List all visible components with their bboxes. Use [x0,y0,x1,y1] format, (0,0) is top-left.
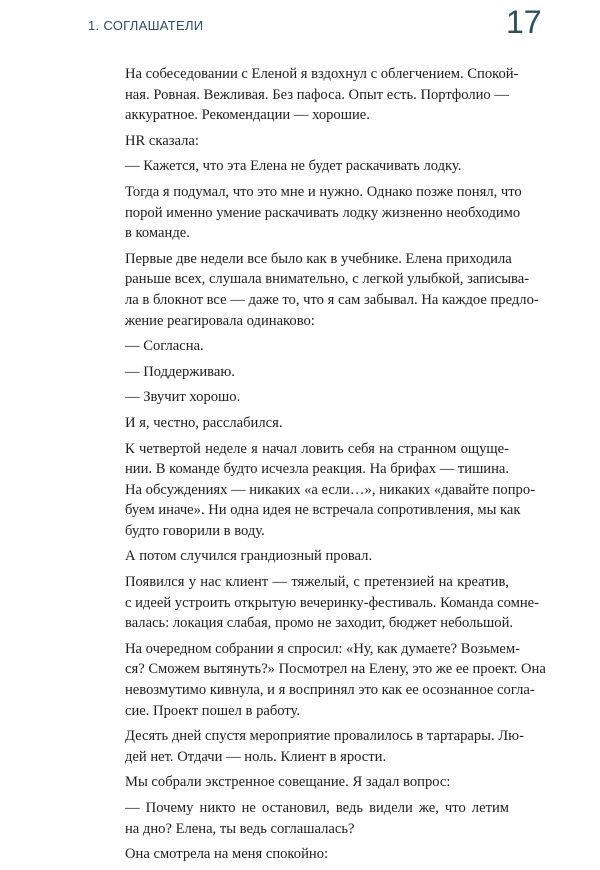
paragraph [103,156,509,177]
paragraph [103,439,535,542]
paragraph [103,639,546,721]
text-line: Появился у нас клиент — тяжелый, с претензией на креатив, [125,574,509,591]
text-line: Она смотрела на меня спокойно: [125,846,329,863]
text-line: На обсуждениях — никаких «а если…», никаких «давайте попро- [125,481,535,498]
paragraph [103,249,539,331]
text-line: Десять дней спустя мероприятие провалилось в тартарары. Лю- [125,728,524,745]
text-line: жение реагировала одинаково: [125,312,315,329]
text-line: дей нет. Отдачи — ноль. Клиент в ярости. [125,748,387,765]
body-text [103,64,546,870]
text-line: — Почему никто не остановил, ведь видели же, что летим [125,800,509,816]
text-line: Мы собрали экстренное совещание. Я задал вопрос: [125,774,451,791]
text-line: ла в блокнот все — даже то, что я сам забывал. На каждое предло- [125,291,539,308]
paragraph [103,726,524,767]
text-line: сие. Проект пошел в работу. [125,702,301,719]
text-line: И я, честно, расслабился. [125,414,283,431]
text-line: нии. В команде будто исчезла реакция. На брифах — тишина. [125,461,510,478]
paragraph [103,844,509,865]
paragraph [103,131,509,152]
paragraph [103,798,509,839]
text-line: ся? Сможем вытянуть?» Посмотрел на Елену, это же ее проект. Она [125,661,546,678]
text-line: ная. Ровная. Вежливая. Без пафоса. Опыт есть. Портфолио — [125,86,509,103]
text-line: раньше всех, слушала внимательно, с легкой улыбкой, записыва- [125,271,530,288]
text-line: — Поддерживаю. [125,363,235,380]
paragraph [103,546,509,567]
text-line: Первые две недели все было как в учебнике. Елена приходила [125,250,512,267]
paragraph [103,64,519,126]
text-line: — Согласна. [125,338,204,355]
text-line: — Звучит хорошо. [125,389,241,406]
text-line: валась: локация слабая, промо не заходит, бюджет небольшой. [125,615,514,632]
text-line: — Кажется, что эта Елена не будет раскачивать лодку. [125,158,462,175]
text-line: На очередном собрании я спросил: «Ну, как думаете? Возьмем- [125,640,520,657]
paragraph [103,772,509,793]
text-line: аккуратное. Рекомендации — хорошие. [125,107,370,124]
paragraph [103,387,509,408]
text-line: На собеседовании с Еленой я вздохнул с облегчением. Спокой- [125,66,519,82]
text-line: будто говорили в воду. [125,522,265,539]
running-head: 1. СОГЛАШАТЕЛИ [88,18,204,33]
page-number: 17 [506,4,542,40]
paragraph [103,182,522,244]
text-line: А потом случился грандиозный провал. [125,548,373,565]
text-line: в команде. [125,225,190,242]
paragraph [103,362,509,383]
text-line: буем иначе». Ни одна идея не встречала сопротивления, мы как [125,502,521,519]
paragraph [103,413,509,434]
text-line: на дно? Елена, ты ведь соглашалась? [125,820,355,837]
text-line: К четвертой неделе я начал ловить себя на странном ощуще- [125,440,509,457]
text-line: порой именно умение раскачивать лодку жизненно необходимо [125,204,521,221]
text-line: Тогда я подумал, что это мне и нужно. Однако позже понял, что [125,183,522,200]
text-line: невозмутимо кивнула, и я воспринял это как ее осознанное согла- [125,682,535,699]
text-line: с идеей устроить открытую вечеринку-фестиваль. Команда сомне- [125,594,539,611]
paragraph [103,336,509,357]
text-line: HR сказала: [125,132,199,149]
paragraph [103,572,539,634]
